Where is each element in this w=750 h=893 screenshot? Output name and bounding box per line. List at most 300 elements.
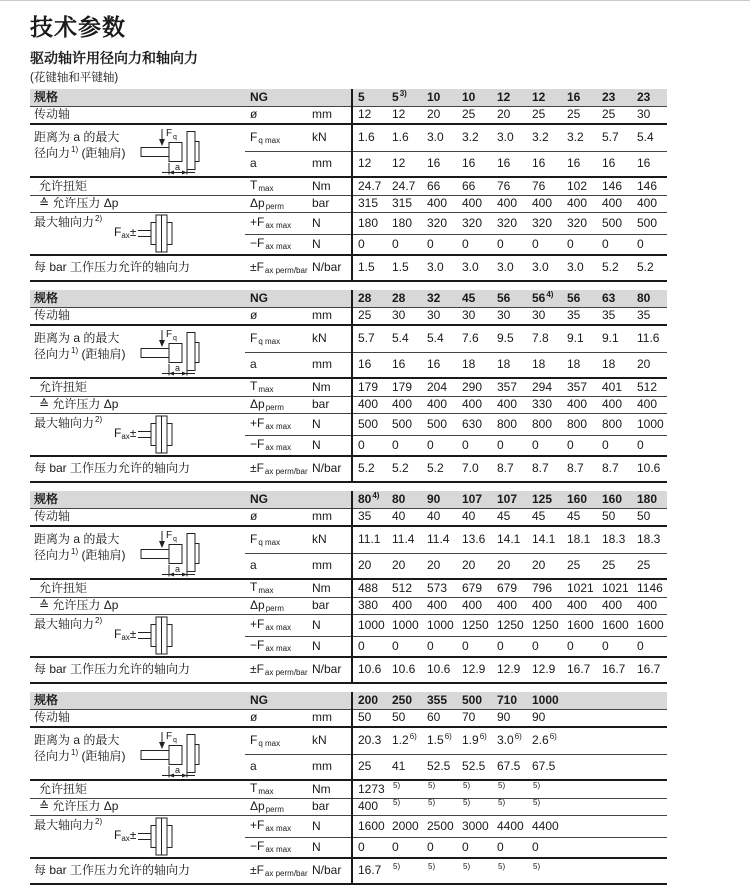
value-cell: 9.5 <box>492 325 527 353</box>
value-cell: 10 <box>457 89 492 107</box>
value-cell: 56 <box>562 290 597 308</box>
value-cell: 76 <box>492 177 527 196</box>
value-cell: 3.0 <box>527 255 562 281</box>
value-cell: 25 <box>632 554 667 580</box>
value-cell: 1021 <box>562 579 597 598</box>
value-cell: 0 <box>527 235 562 256</box>
value-cell: 5) <box>527 799 562 816</box>
value-cell: 18 <box>597 353 632 379</box>
value-cell: 0 <box>562 637 597 658</box>
row-label-ng: 规格 <box>30 89 245 107</box>
value-cell: 9.1 <box>562 325 597 353</box>
value-cell: 3.0 <box>492 124 527 152</box>
value-cell: 25 <box>457 107 492 125</box>
value-cell: 20 <box>527 554 562 580</box>
unit-cell-dia: mm <box>307 107 352 125</box>
value-cell: 7.0 <box>457 456 492 482</box>
axial-force-symbol: $F_{ax}\pm$ <box>114 426 137 442</box>
row-label-tmax: 允许扭矩 <box>30 780 245 799</box>
unit-cell-fq: kN <box>307 325 352 353</box>
value-cell: 5) <box>422 799 457 816</box>
value-cell: 107 <box>492 491 527 509</box>
unit-cell-ng <box>307 491 352 509</box>
value-cell <box>562 816 597 838</box>
value-cell: 0 <box>352 838 387 859</box>
value-cell: 5) <box>492 858 527 884</box>
unit-cell-perbar: N/bar <box>307 255 352 281</box>
value-cell <box>632 692 667 710</box>
unit-cell-a: mm <box>307 554 352 580</box>
value-cell: 4400 <box>492 816 527 838</box>
unit-cell-a: mm <box>307 152 352 178</box>
spec-tables <box>30 89 667 893</box>
symbol-cell-perbar: $\pm F_{ax perm/bar}$ <box>245 858 307 884</box>
value-cell: 710 <box>492 692 527 710</box>
value-cell: 5.7 <box>597 124 632 152</box>
value-cell: 30 <box>457 308 492 326</box>
value-cell: 0 <box>527 436 562 457</box>
radial-dim-label: a <box>175 563 181 574</box>
value-cell: 25 <box>562 554 597 580</box>
table-row-ng <box>30 692 667 710</box>
value-cell: 1600 <box>597 615 632 637</box>
value-cell: 56 <box>492 290 527 308</box>
value-cell: 35 <box>562 308 597 326</box>
unit-cell-perbar: N/bar <box>307 456 352 482</box>
unit-cell-faxm: N <box>307 637 352 658</box>
value-cell <box>562 755 597 781</box>
unit-cell-tmax: Nm <box>307 579 352 598</box>
value-cell: 30 <box>387 308 422 326</box>
value-cell: 35 <box>352 509 387 527</box>
symbol-cell-ng: NG <box>245 89 307 107</box>
value-cell: 50 <box>597 509 632 527</box>
table-row-perbar <box>30 456 667 482</box>
value-cell: 400 <box>527 598 562 615</box>
value-cell: 400 <box>632 397 667 414</box>
value-cell: 20 <box>352 554 387 580</box>
unit-cell-faxm: N <box>307 838 352 859</box>
value-cell: 3.2 <box>527 124 562 152</box>
row-label-dp: ≙ 允许压力 Δp <box>30 598 245 615</box>
value-cell: 500 <box>632 213 667 235</box>
value-cell: 90 <box>422 491 457 509</box>
value-cell: 107 <box>457 491 492 509</box>
symbol-cell-tmax: $T_{max}$ <box>245 378 307 397</box>
value-cell: 52.5 <box>457 755 492 781</box>
value-cell: 0 <box>457 838 492 859</box>
value-cell: 500 <box>597 213 632 235</box>
table-row-tmax <box>30 579 667 598</box>
unit-cell-tmax: Nm <box>307 177 352 196</box>
value-cell: 20.3 <box>352 727 387 755</box>
value-cell <box>632 727 667 755</box>
value-cell: 400 <box>597 397 632 414</box>
value-cell: 796 <box>527 579 562 598</box>
symbol-cell-dp: $\Delta p_{perm}$ <box>245 799 307 816</box>
value-cell: 40 <box>457 509 492 527</box>
value-cell: 11.6 <box>632 325 667 353</box>
table-row-fq <box>30 526 667 554</box>
unit-cell-faxp: N <box>307 414 352 436</box>
value-cell: 2.6$^{6)}$ <box>527 727 562 755</box>
value-cell: 1000 <box>422 615 457 637</box>
value-cell: 16 <box>457 152 492 178</box>
symbol-cell-dp: $\Delta p_{perm}$ <box>245 598 307 615</box>
value-cell: 0 <box>597 235 632 256</box>
unit-cell-faxp: N <box>307 213 352 235</box>
value-cell: 80 <box>387 491 422 509</box>
value-cell: 315 <box>352 196 387 213</box>
axial-force-diagram <box>114 214 178 254</box>
table-row-faxp <box>30 615 667 637</box>
value-cell: 1.6 <box>352 124 387 152</box>
value-cell: 12 <box>492 89 527 107</box>
value-cell: 5.4 <box>632 124 667 152</box>
symbol-cell-fq: $F_{q max}$ <box>245 727 307 755</box>
row-label-radial <box>30 526 245 579</box>
value-cell: 20 <box>387 554 422 580</box>
table-row-dp <box>30 799 667 816</box>
value-cell: 5.4 <box>387 325 422 353</box>
radial-force-diagram <box>140 528 212 578</box>
value-cell: 0 <box>422 235 457 256</box>
row-label-axial <box>30 816 245 859</box>
value-cell: 400 <box>352 799 387 816</box>
value-cell: 25 <box>597 107 632 125</box>
value-cell: 18 <box>562 353 597 379</box>
value-cell: 250 <box>387 692 422 710</box>
value-cell <box>632 858 667 884</box>
value-cell: 512 <box>632 378 667 397</box>
value-cell: 380 <box>352 598 387 615</box>
unit-cell-fq: kN <box>307 727 352 755</box>
value-cell: 12 <box>387 107 422 125</box>
row-label-axial <box>30 213 245 256</box>
radial-force-label: 距离为 a 的最大 径向力$^{1)}$ (距轴肩) <box>34 330 126 361</box>
value-cell: 0 <box>422 637 457 658</box>
value-cell <box>597 755 632 781</box>
value-cell: 45 <box>527 509 562 527</box>
value-cell: 90 <box>527 710 562 728</box>
value-cell: 573 <box>422 579 457 598</box>
radial-force-subscript: q <box>173 334 177 342</box>
value-cell: 1000 <box>527 692 562 710</box>
row-label-ng: 规格 <box>30 491 245 509</box>
value-cell <box>632 710 667 728</box>
value-cell: 146 <box>597 177 632 196</box>
unit-cell-dp: bar <box>307 397 352 414</box>
symbol-cell-faxm: $-F_{ax max}$ <box>245 436 307 457</box>
value-cell <box>597 692 632 710</box>
radial-force-symbol: F <box>166 529 173 541</box>
radial-force-subscript: q <box>173 736 177 744</box>
table-row-perbar <box>30 657 667 683</box>
unit-cell-faxp: N <box>307 615 352 637</box>
value-cell: 12.9 <box>492 657 527 683</box>
value-cell <box>562 838 597 859</box>
value-cell: 41 <box>387 755 422 781</box>
table-row-dia <box>30 509 667 527</box>
value-cell: 294 <box>527 378 562 397</box>
value-cell <box>597 710 632 728</box>
value-cell: 63 <box>597 290 632 308</box>
row-label-perbar: 每 bar 工作压力允许的轴向力 <box>30 657 245 683</box>
axial-force-symbol: $F_{ax}\pm$ <box>114 828 137 844</box>
value-cell: 23 <box>597 89 632 107</box>
radial-force-label: 距离为 a 的最大 径向力$^{1)}$ (距轴肩) <box>34 129 126 160</box>
table-row-dp <box>30 598 667 615</box>
value-cell: 3.0 <box>492 255 527 281</box>
unit-cell-ng <box>307 89 352 107</box>
symbol-cell-dia: ø <box>245 308 307 326</box>
value-cell: 800 <box>527 414 562 436</box>
value-cell: 16 <box>422 152 457 178</box>
row-label-tmax: 允许扭矩 <box>30 177 245 196</box>
value-cell: 9.1 <box>597 325 632 353</box>
value-cell: 400 <box>422 196 457 213</box>
unit-cell-perbar: N/bar <box>307 657 352 683</box>
value-cell: 180 <box>352 213 387 235</box>
value-cell: 0 <box>387 235 422 256</box>
value-cell: 0 <box>387 436 422 457</box>
axial-force-label: 最大轴向力$^{2)}$ <box>34 816 103 832</box>
value-cell: 67.5 <box>527 755 562 781</box>
value-cell: 1250 <box>457 615 492 637</box>
value-cell: 2000 <box>387 816 422 838</box>
value-cell: 11.1 <box>352 526 387 554</box>
value-cell: 40 <box>387 509 422 527</box>
symbol-cell-dp: $\Delta p_{perm}$ <box>245 196 307 213</box>
symbol-cell-tmax: $T_{max}$ <box>245 579 307 598</box>
value-cell: 5.4 <box>422 325 457 353</box>
symbol-cell-faxp: $+F_{ax max}$ <box>245 816 307 838</box>
value-cell: 0 <box>597 436 632 457</box>
value-cell: 0 <box>527 838 562 859</box>
value-cell: 679 <box>457 579 492 598</box>
symbol-cell-ng: NG <box>245 692 307 710</box>
value-cell: 400 <box>457 196 492 213</box>
value-cell: 14.1 <box>492 526 527 554</box>
value-cell: 16.7 <box>597 657 632 683</box>
value-cell: 0 <box>492 637 527 658</box>
value-cell: 16 <box>422 353 457 379</box>
value-cell: 24.7 <box>387 177 422 196</box>
value-cell: 25 <box>562 107 597 125</box>
value-cell: 16 <box>492 152 527 178</box>
value-cell: 8.7 <box>562 456 597 482</box>
value-cell: 1600 <box>562 615 597 637</box>
value-cell: 5) <box>527 780 562 799</box>
radial-force-subscript: q <box>173 535 177 543</box>
value-cell: 30 <box>422 308 457 326</box>
row-label-axial <box>30 615 245 658</box>
value-cell: 400 <box>387 598 422 615</box>
row-label-dp: ≙ 允许压力 Δp <box>30 196 245 213</box>
radial-force-diagram <box>140 327 212 377</box>
value-cell: 0 <box>352 235 387 256</box>
symbol-cell-faxm: $-F_{ax max}$ <box>245 838 307 859</box>
value-cell <box>562 710 597 728</box>
value-cell: 400 <box>527 196 562 213</box>
value-cell: 357 <box>492 378 527 397</box>
value-cell: 10.6 <box>632 456 667 482</box>
value-cell: 160 <box>562 491 597 509</box>
coupling-drawing <box>138 214 178 254</box>
unit-cell-dp: bar <box>307 196 352 213</box>
page-title: 技术参数 <box>30 14 126 40</box>
value-cell: 800 <box>597 414 632 436</box>
value-cell: 18.3 <box>632 526 667 554</box>
coupling-drawing <box>138 415 178 455</box>
table-row-dp <box>30 196 667 213</box>
value-cell: 5) <box>492 780 527 799</box>
value-cell: 18.3 <box>597 526 632 554</box>
value-cell: 5.2 <box>632 255 667 281</box>
value-cell: 12 <box>352 152 387 178</box>
value-cell: 16.7 <box>352 858 387 884</box>
value-cell: 8.7 <box>492 456 527 482</box>
value-cell: 5) <box>457 799 492 816</box>
row-label-ng: 规格 <box>30 290 245 308</box>
value-cell: 16.7 <box>562 657 597 683</box>
value-cell: 40 <box>422 509 457 527</box>
unit-cell-ng <box>307 290 352 308</box>
value-cell: 16 <box>562 152 597 178</box>
value-cell: 400 <box>422 598 457 615</box>
value-cell: 0 <box>387 637 422 658</box>
radial-dim-label: a <box>175 764 181 775</box>
value-cell: 5$^{3)}$ <box>387 89 422 107</box>
table-row-ng <box>30 290 667 308</box>
symbol-cell-a: a <box>245 554 307 580</box>
value-cell: 0 <box>632 436 667 457</box>
table-row-perbar <box>30 858 667 884</box>
value-cell: 0 <box>562 436 597 457</box>
value-cell: 125 <box>527 491 562 509</box>
value-cell: 66 <box>457 177 492 196</box>
value-cell: 20 <box>632 353 667 379</box>
table-row-faxp <box>30 414 667 436</box>
value-cell: 5.2 <box>387 456 422 482</box>
value-cell: 3.0 <box>422 124 457 152</box>
value-cell: 50 <box>352 710 387 728</box>
value-cell: 5) <box>387 799 422 816</box>
radial-dim-label: a <box>175 362 181 373</box>
value-cell: 401 <box>597 378 632 397</box>
value-cell: 500 <box>387 414 422 436</box>
unit-cell-perbar: N/bar <box>307 858 352 884</box>
radial-force-symbol: F <box>166 730 173 742</box>
value-cell: 1.2$^{6)}$ <box>387 727 422 755</box>
symbol-cell-faxm: $-F_{ax max}$ <box>245 637 307 658</box>
value-cell: 14.1 <box>527 526 562 554</box>
unit-cell-tmax: Nm <box>307 378 352 397</box>
value-cell: 20 <box>492 107 527 125</box>
spec-table-block-3 <box>30 491 667 684</box>
value-cell: 179 <box>352 378 387 397</box>
value-cell: 5) <box>422 780 457 799</box>
value-cell: 7.6 <box>457 325 492 353</box>
value-cell: 80 <box>632 290 667 308</box>
value-cell: 180 <box>387 213 422 235</box>
value-cell: 0 <box>387 838 422 859</box>
symbol-cell-fq: $F_{q max}$ <box>245 124 307 152</box>
section-subtitle: 驱动轴许用径向力和轴向力 <box>30 50 198 66</box>
value-cell: 35 <box>632 308 667 326</box>
value-cell: 5) <box>492 799 527 816</box>
value-cell: 0 <box>457 637 492 658</box>
value-cell: 20 <box>457 554 492 580</box>
value-cell: 76 <box>527 177 562 196</box>
row-label-radial <box>30 325 245 378</box>
value-cell: 20 <box>422 107 457 125</box>
value-cell <box>632 838 667 859</box>
table-row-faxp <box>30 816 667 838</box>
symbol-cell-perbar: $\pm F_{ax perm/bar}$ <box>245 657 307 683</box>
row-label-perbar: 每 bar 工作压力允许的轴向力 <box>30 255 245 281</box>
value-cell: 1.5 <box>352 255 387 281</box>
row-label-perbar: 每 bar 工作压力允许的轴向力 <box>30 858 245 884</box>
table-row-tmax <box>30 177 667 196</box>
value-cell: 13.6 <box>457 526 492 554</box>
symbol-cell-tmax: $T_{max}$ <box>245 780 307 799</box>
value-cell: 0 <box>597 637 632 658</box>
value-cell: 400 <box>352 397 387 414</box>
radial-force-diagram <box>140 729 212 779</box>
value-cell <box>597 727 632 755</box>
symbol-cell-dp: $\Delta p_{perm}$ <box>245 397 307 414</box>
value-cell <box>632 816 667 838</box>
symbol-cell-fq: $F_{q max}$ <box>245 325 307 353</box>
value-cell: 488 <box>352 579 387 598</box>
value-cell: 10.6 <box>422 657 457 683</box>
row-label-tmax: 允许扭矩 <box>30 579 245 598</box>
axial-force-diagram <box>114 616 178 656</box>
value-cell: 1000 <box>352 615 387 637</box>
value-cell: 320 <box>562 213 597 235</box>
table-row-fq <box>30 727 667 755</box>
value-cell: 56$^{4)}$ <box>527 290 562 308</box>
row-label-dia: 传动轴 <box>30 509 245 527</box>
symbol-cell-faxp: $+F_{ax max}$ <box>245 414 307 436</box>
value-cell: 320 <box>422 213 457 235</box>
value-cell: 10 <box>422 89 457 107</box>
value-cell <box>562 858 597 884</box>
value-cell: 5) <box>527 858 562 884</box>
value-cell: 320 <box>492 213 527 235</box>
value-cell: 12 <box>387 152 422 178</box>
value-cell: 18 <box>492 353 527 379</box>
symbol-cell-faxp: $+F_{ax max}$ <box>245 615 307 637</box>
row-label-ng: 规格 <box>30 692 245 710</box>
table-row-ng <box>30 491 667 509</box>
value-cell <box>597 858 632 884</box>
value-cell: 5) <box>387 780 422 799</box>
value-cell: 12.9 <box>457 657 492 683</box>
value-cell: 25 <box>597 554 632 580</box>
value-cell: 90 <box>492 710 527 728</box>
value-cell <box>597 838 632 859</box>
value-cell: 4400 <box>527 816 562 838</box>
value-cell <box>562 799 597 816</box>
value-cell: 400 <box>562 196 597 213</box>
value-cell: 12.9 <box>527 657 562 683</box>
axial-force-label: 最大轴向力$^{2)}$ <box>34 414 103 430</box>
value-cell: 5.2 <box>352 456 387 482</box>
value-cell: 400 <box>632 598 667 615</box>
symbol-cell-faxm: $-F_{ax max}$ <box>245 235 307 256</box>
